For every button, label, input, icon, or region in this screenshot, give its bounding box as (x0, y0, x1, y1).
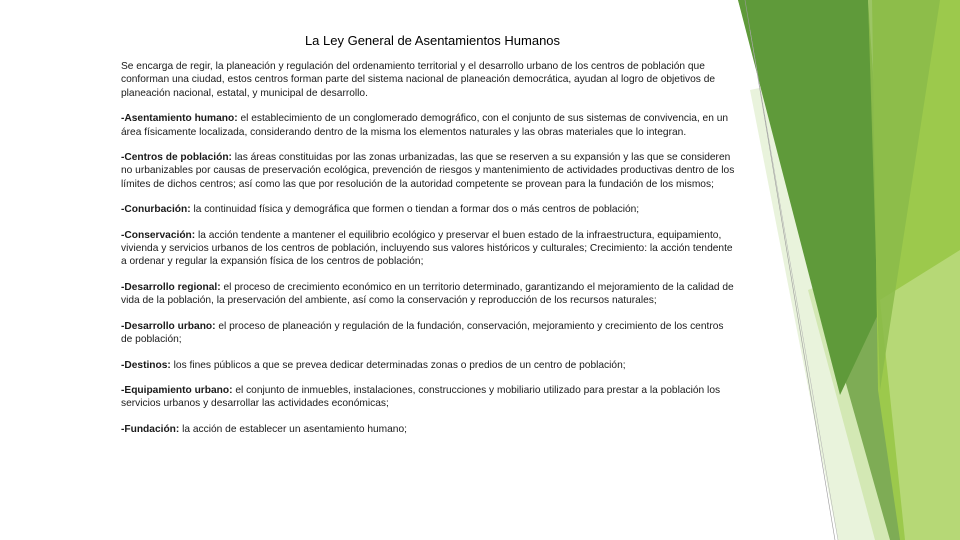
definition-term: -Conservación: (121, 229, 196, 241)
definition-item (121, 112, 736, 139)
slide-title: La Ley General de Asentamientos Humanos (304, 33, 561, 48)
intro-paragraph: Se encarga de regir, la planeación y regulación del ordenamiento territorial y el desarrollo urbano de los centros de población que conforman una ciudad, estos centros forman parte del sistema nacional de planeación democrática, ayudan al logro de objetivos de planeación nacional, estatal, y municipal de desarrollo. (121, 61, 716, 99)
definition-item (121, 229, 736, 269)
definition-text: la continuidad física y demográfica que formen o tiendan a formar dos o más centros de población; (190, 204, 640, 216)
definition-item (121, 320, 736, 347)
definition-text: la acción de establecer un asentamiento humano; (179, 423, 407, 435)
definition-text: las áreas constituidas por las zonas urbanizadas, las que se reserven a su expansión y las que se consideren no urbanizables por causas de preservación ecológica, prevención de riesgos y mantenimiento de actividades productivas dentro de los límites de dichos centros; así como las que por resolución de la autoridad competente se provean para la fundación de los mismos; (121, 152, 735, 190)
definition-item (121, 203, 736, 216)
definition-term: -Desarrollo regional: (121, 281, 221, 293)
definition-term: -Desarrollo urbano: (121, 320, 216, 332)
definition-text: el establecimiento de un conglomerado demográfico, con el conjunto de sus sistemas de convivencia, en un área físicamente localizada, considerando dentro de la misma los elementos naturales y las obras materiales que lo integran. (121, 113, 729, 138)
definition-item (121, 359, 736, 372)
definition-item (121, 384, 736, 411)
definition-text: el proceso de planeación y regulación de la fundación, conservación, mejoramiento y crecimiento de los centros de población; (121, 320, 724, 346)
definition-term: -Centros de población: (121, 152, 232, 164)
definition-text: la acción tendente a mantener el equilibrio ecológico y preservar el buen estado de la infraestructura, equipamiento, vivienda y servicios urbanos de los centros de población, incluyendo sus valores históricos y culturales; Crecimiento: la acción tendente a ordenar y regular la expansión física de los centros de población; (121, 229, 733, 268)
definition-term: -Conurbación: (121, 204, 191, 216)
definition-term: -Fundación: (121, 423, 180, 435)
slide-body (121, 60, 736, 448)
definition-text: los fines públicos a que se prevea dedicar determinadas zonas o predios de un centro de población; (170, 359, 626, 371)
definition-text: el proceso de crecimiento económico en un territorio determinado, garantizando el mejoramiento de la calidad de vida de la población, la preservación del ambiente, así como la conservación y reproducción de los recursos naturales; (121, 281, 734, 307)
definition-term: -Equipamiento urbano: (121, 384, 233, 396)
definition-term: -Destinos: (121, 359, 171, 371)
definition-item (121, 281, 736, 308)
definition-item (121, 423, 736, 436)
definition-term: -Asentamiento humano: (121, 113, 238, 125)
definition-text: el conjunto de inmuebles, instalaciones, construcciones y mobiliario utilizado para prestar a la población los servicios urbanos y desarrollar las actividades económicas; (121, 384, 721, 410)
definition-item (121, 151, 736, 191)
